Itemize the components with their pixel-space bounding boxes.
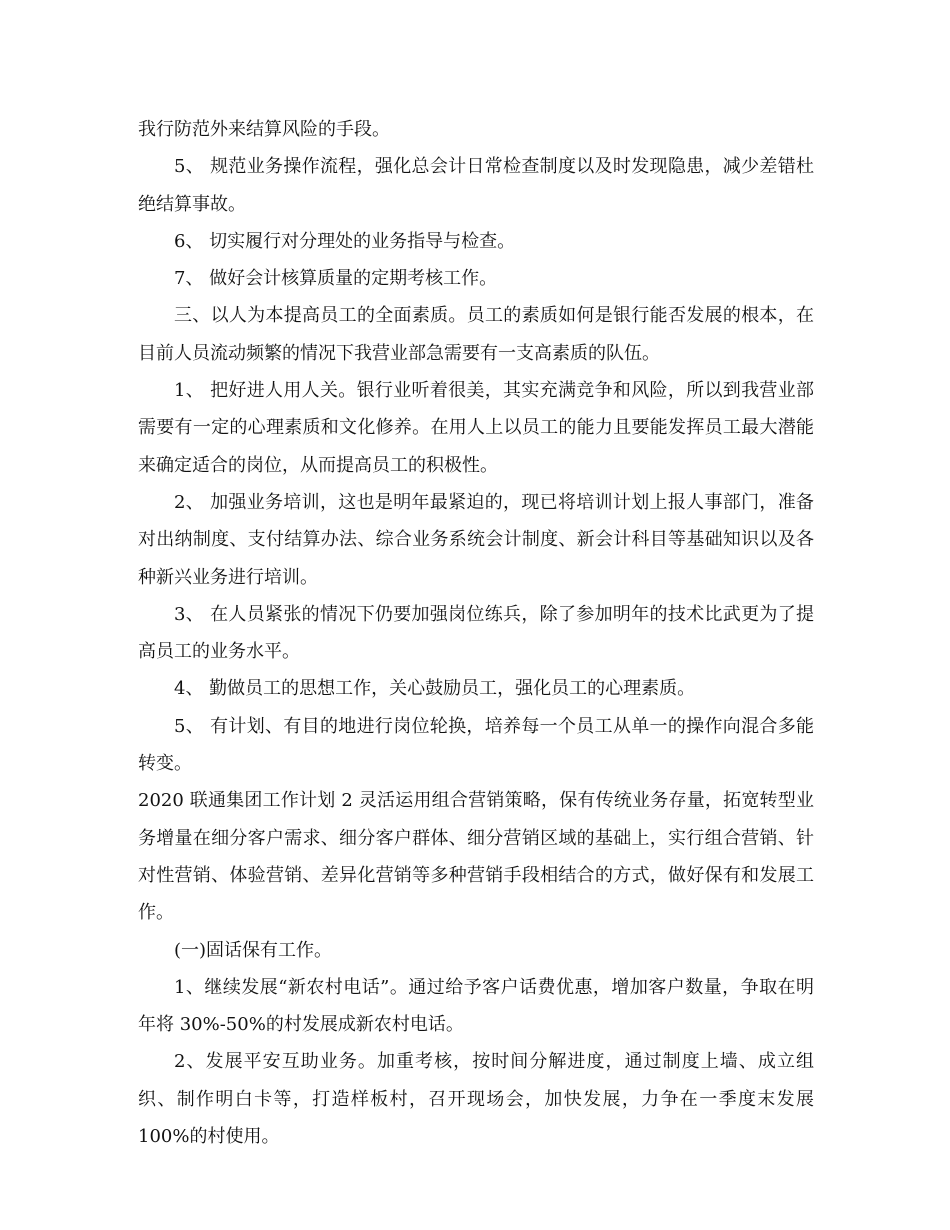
paragraph-10: 5、 有计划、有目的地进行岗位轮换，培养每一个员工从单一的操作向混合多能转变。: [138, 715, 814, 775]
paragraph-2: 5、 规范业务操作流程，强化总会计日常检查制度以及时发现隐患，减少差错杜绝结算事故。: [138, 156, 814, 215]
paragraph-6: 1、 把好进人用人关。银行业听着很美，其实充满竞争和风险，所以到我营业部需要有一定的心理素质和文化修养。在用人上以员工的能力且要能发挥员工最大潜能来确定适合的岗位，从而提高员工的积极性。: [138, 380, 814, 476]
paragraph-7: 2、 加强业务培训，这也是明年最紧迫的，现已将培训计划上报人事部门，准备对出纳制度、支付结算办法、综合业务系统会计制度、新会计科目等基础知识以及各种新兴业务进行培训。: [138, 491, 814, 588]
paragraph-8: 3、 在人员紧张的情况下仍要加强岗位练兵，除了参加明年的技术比武更为了提高员工的业务水平。: [138, 603, 814, 663]
paragraph-11: [138, 782, 814, 931]
paragraph-11-text: 灵活运用组合营销策略，保有传统业务存量，拓宽转型业务增量在细分客户需求、细分客户群体、细分营销区域的基础上，实行组合营销、针对性营销、体验营销、差异化营销等多种营销手段相结合的方式，做好保有和发展工作。: [138, 790, 814, 924]
paragraph-14: 2、发展平安互助业务。加重考核，按时间分解进度，通过制度上墙、成立组织、制作明白卡等，打造样板村，召开现场会，加快发展，力争在一季度末发展100%的村使用。: [138, 1051, 814, 1148]
paragraph-13: 1、继续发展“新农村电话”。通过给予客户话费优惠，增加客户数量，争取在明年将 30%-50%的村发展成新农村电话。: [138, 976, 814, 1036]
paragraph-4: 7、 做好会计核算质量的定期考核工作。: [174, 268, 498, 290]
paragraph-3: 6、 切实履行对分理处的业务指导与检查。: [174, 230, 516, 252]
paragraph-1: 我行防范外来结算风险的手段。: [138, 119, 390, 140]
paragraph-9: 4、 勤做员工的思想工作，关心鼓励员工，强化员工的心理素质。: [174, 678, 696, 700]
document-body: [138, 111, 814, 1155]
paragraph-5: 三、以人为本提高员工的全面素质。员工的素质如何是银行能否发展的根本，在目前人员流动频繁的情况下我营业部急需要有一支高素质的队伍。: [138, 305, 814, 364]
paragraph-12: (一)固话保有工作。: [174, 939, 333, 961]
section-heading: 2020 联通集团工作计划 2: [138, 790, 353, 812]
